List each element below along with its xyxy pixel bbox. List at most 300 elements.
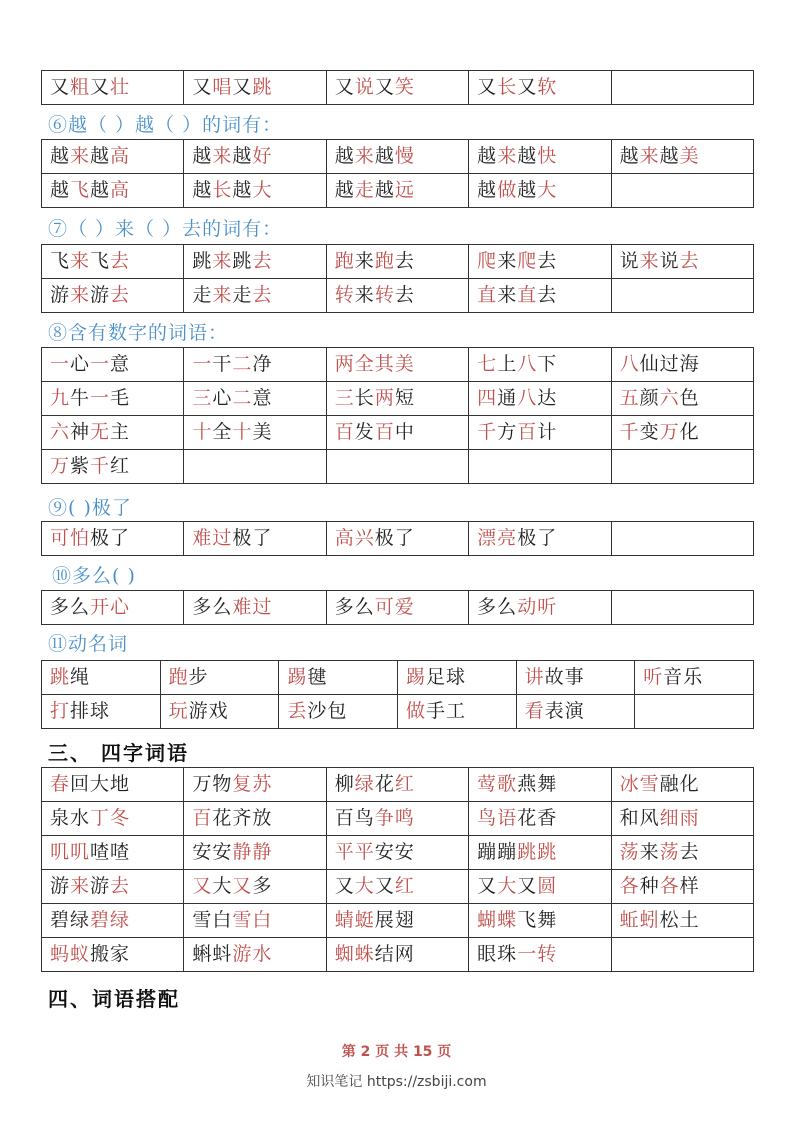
word-segment: 喳喳 bbox=[90, 841, 131, 863]
word-segment: 和风 bbox=[619, 807, 660, 829]
word-segment: 去 bbox=[394, 250, 415, 272]
empty-cell bbox=[469, 450, 611, 484]
word-segment: 神 bbox=[70, 421, 91, 443]
word-segment: 上 bbox=[497, 353, 518, 375]
word-segment: 丁冬 bbox=[90, 807, 131, 829]
word-segment: 一转 bbox=[517, 943, 558, 965]
word-segment: 难过 bbox=[192, 527, 233, 549]
word-segment: 万物 bbox=[192, 773, 233, 795]
word-segment: 样 bbox=[679, 875, 700, 897]
word-segment: 各 bbox=[659, 875, 680, 897]
word-cell bbox=[184, 802, 326, 836]
word-cell bbox=[469, 802, 611, 836]
table-lai-qu bbox=[41, 244, 754, 313]
word-cell bbox=[611, 382, 753, 416]
heading-number-words: ⑧含有数字的词语： bbox=[48, 322, 229, 344]
word-cell bbox=[160, 695, 279, 729]
empty-cell bbox=[611, 522, 753, 556]
word-segment: 粗 bbox=[70, 76, 91, 98]
word-segment: 越 bbox=[477, 179, 498, 201]
word-segment: 越 bbox=[659, 145, 680, 167]
word-segment: 说 bbox=[354, 76, 375, 98]
word-segment: 步 bbox=[188, 666, 209, 688]
word-cell bbox=[42, 661, 161, 695]
word-segment: 又 bbox=[374, 875, 395, 897]
word-segment: 碧绿 bbox=[90, 909, 131, 931]
word-cell bbox=[516, 661, 635, 695]
word-segment: 好 bbox=[252, 145, 273, 167]
word-segment: 万 bbox=[50, 455, 71, 477]
word-segment: 碧绿 bbox=[50, 909, 91, 931]
word-cell bbox=[42, 450, 184, 484]
word-cell bbox=[42, 938, 184, 972]
table-duo-me bbox=[41, 590, 754, 625]
word-segment: 五 bbox=[619, 387, 640, 409]
word-segment: 干 bbox=[212, 353, 233, 375]
word-segment: 发 bbox=[354, 421, 375, 443]
word-segment: 又 bbox=[232, 76, 253, 98]
word-segment: 跳 bbox=[50, 666, 71, 688]
heading-lai-qu: ⑦（ ）来（ ）去的词有： bbox=[48, 218, 283, 240]
word-segment: 眼珠 bbox=[477, 943, 518, 965]
section-title-four-char: 三、 四字词语 bbox=[48, 741, 189, 765]
word-segment: 来 bbox=[212, 284, 233, 306]
word-segment: 越 bbox=[232, 179, 253, 201]
word-cell bbox=[42, 382, 184, 416]
word-segment: 动听 bbox=[517, 596, 558, 618]
word-cell bbox=[397, 661, 516, 695]
word-cell bbox=[397, 695, 516, 729]
word-segment: 慢 bbox=[394, 145, 415, 167]
word-cell bbox=[469, 245, 611, 279]
word-segment: 越 bbox=[517, 145, 538, 167]
empty-cell bbox=[635, 695, 754, 729]
word-segment: 八 bbox=[619, 353, 640, 375]
word-segment: 八 bbox=[517, 353, 538, 375]
word-segment: 绿 bbox=[354, 773, 375, 795]
word-segment: 来 bbox=[497, 284, 518, 306]
word-segment: 走 bbox=[192, 284, 213, 306]
word-segment: 走 bbox=[354, 179, 375, 201]
word-segment: 软 bbox=[537, 76, 558, 98]
word-segment: 又 bbox=[50, 76, 71, 98]
word-cell bbox=[326, 174, 468, 208]
word-cell bbox=[469, 348, 611, 382]
word-cell bbox=[611, 802, 753, 836]
word-segment: 又 bbox=[334, 76, 355, 98]
word-segment: 蜘蛛 bbox=[334, 943, 375, 965]
word-segment: 平平 bbox=[334, 841, 375, 863]
word-segment: 越 bbox=[50, 145, 71, 167]
word-segment: 多么 bbox=[477, 596, 518, 618]
word-segment: 做 bbox=[497, 179, 518, 201]
word-cell bbox=[184, 348, 326, 382]
word-cell bbox=[184, 174, 326, 208]
word-segment: 雪白 bbox=[232, 909, 273, 931]
table-you-you bbox=[41, 70, 754, 105]
word-cell bbox=[184, 768, 326, 802]
word-segment: 红 bbox=[394, 875, 415, 897]
word-cell bbox=[611, 416, 753, 450]
word-segment: 多么 bbox=[334, 596, 375, 618]
empty-cell bbox=[611, 450, 753, 484]
table-row bbox=[42, 245, 754, 279]
word-cell bbox=[42, 522, 184, 556]
word-segment: 踢 bbox=[405, 666, 426, 688]
word-segment: 九 bbox=[50, 387, 71, 409]
word-segment: 两 bbox=[334, 353, 355, 375]
word-cell bbox=[184, 382, 326, 416]
word-segment: 做 bbox=[405, 700, 426, 722]
word-segment: 十 bbox=[192, 421, 213, 443]
table-row bbox=[42, 904, 754, 938]
word-cell bbox=[469, 591, 611, 625]
word-cell bbox=[469, 768, 611, 802]
word-cell bbox=[469, 938, 611, 972]
word-segment: 来 bbox=[497, 145, 518, 167]
word-segment: 排球 bbox=[70, 700, 111, 722]
word-segment: 去 bbox=[110, 250, 131, 272]
word-segment: 净 bbox=[252, 353, 273, 375]
word-segment: 越 bbox=[50, 179, 71, 201]
word-cell bbox=[635, 661, 754, 695]
word-segment: 来 bbox=[497, 250, 518, 272]
word-segment: 又 bbox=[90, 76, 111, 98]
word-segment: 游 bbox=[50, 875, 71, 897]
word-segment: 七 bbox=[477, 353, 498, 375]
word-cell bbox=[184, 71, 326, 105]
word-segment: 一 bbox=[90, 387, 111, 409]
word-cell bbox=[326, 245, 468, 279]
heading-yue-yue: ⑥越（ ）越（ ）的词有： bbox=[48, 114, 283, 136]
empty-cell bbox=[611, 938, 753, 972]
word-segment: 全其美 bbox=[354, 353, 415, 375]
heading-duo-me: ⑩多么( ) bbox=[52, 565, 136, 587]
word-cell bbox=[42, 802, 184, 836]
word-segment: 四 bbox=[477, 387, 498, 409]
word-cell bbox=[184, 140, 326, 174]
table-row bbox=[42, 450, 754, 484]
word-segment: 长 bbox=[212, 179, 233, 201]
table-row bbox=[42, 591, 754, 625]
word-segment: 全 bbox=[212, 421, 233, 443]
word-segment: 来 bbox=[70, 284, 91, 306]
page-number: 第 2 页 共 15 页 bbox=[341, 1044, 452, 1060]
table-ji-le bbox=[41, 521, 754, 556]
word-segment: 蚂蚁 bbox=[50, 943, 91, 965]
word-segment: 一 bbox=[90, 353, 111, 375]
table-yue-yue bbox=[41, 139, 754, 208]
word-segment: 来 bbox=[70, 250, 91, 272]
word-segment: 可爱 bbox=[374, 596, 415, 618]
word-cell bbox=[42, 904, 184, 938]
word-segment: 足球 bbox=[425, 666, 466, 688]
word-segment: 叽叽 bbox=[50, 841, 91, 863]
word-segment: 千 bbox=[90, 455, 111, 477]
word-segment: 去 bbox=[394, 284, 415, 306]
word-segment: 万 bbox=[659, 421, 680, 443]
word-segment: 越 bbox=[192, 145, 213, 167]
word-segment: 两 bbox=[374, 387, 395, 409]
word-segment: 来 bbox=[639, 250, 660, 272]
word-segment: 融化 bbox=[659, 773, 700, 795]
word-segment: 又 bbox=[192, 76, 213, 98]
word-segment: 花 bbox=[374, 773, 395, 795]
word-segment: 又 bbox=[517, 875, 538, 897]
table-verb-noun bbox=[41, 660, 754, 729]
word-segment: 飞舞 bbox=[517, 909, 558, 931]
word-segment: 漂亮 bbox=[477, 527, 518, 549]
table-row bbox=[42, 938, 754, 972]
word-cell bbox=[160, 661, 279, 695]
word-segment: 长 bbox=[354, 387, 375, 409]
word-segment: 越 bbox=[232, 145, 253, 167]
empty-cell bbox=[611, 279, 753, 313]
word-segment: 飞 bbox=[90, 250, 111, 272]
word-segment: 越 bbox=[374, 179, 395, 201]
word-segment: 蹦蹦 bbox=[477, 841, 518, 863]
word-cell bbox=[42, 591, 184, 625]
word-segment: 沙包 bbox=[307, 700, 348, 722]
table-number-words bbox=[41, 347, 754, 484]
word-segment: 种 bbox=[639, 875, 660, 897]
word-segment: 短 bbox=[394, 387, 415, 409]
word-cell bbox=[611, 836, 753, 870]
word-segment: 莺歌 bbox=[477, 773, 518, 795]
word-segment: 壮 bbox=[110, 76, 131, 98]
word-segment: 又 bbox=[517, 76, 538, 98]
word-cell bbox=[469, 279, 611, 313]
word-cell bbox=[42, 174, 184, 208]
word-cell bbox=[611, 870, 753, 904]
word-segment: 二 bbox=[232, 353, 253, 375]
word-cell bbox=[326, 938, 468, 972]
word-cell bbox=[469, 904, 611, 938]
word-cell bbox=[326, 71, 468, 105]
word-cell bbox=[184, 870, 326, 904]
word-segment: 一 bbox=[50, 353, 71, 375]
word-segment: 跳 bbox=[192, 250, 213, 272]
word-segment: 达 bbox=[537, 387, 558, 409]
word-segment: 游 bbox=[90, 284, 111, 306]
word-segment: 来 bbox=[212, 250, 233, 272]
word-segment: 红 bbox=[394, 773, 415, 795]
word-cell bbox=[326, 279, 468, 313]
word-segment: 绳 bbox=[70, 666, 91, 688]
word-segment: 通 bbox=[497, 387, 518, 409]
word-segment: 越 bbox=[334, 145, 355, 167]
word-segment: 心 bbox=[70, 353, 91, 375]
word-segment: 荡 bbox=[659, 841, 680, 863]
word-segment: 牛 bbox=[70, 387, 91, 409]
word-segment: 来 bbox=[70, 875, 91, 897]
word-segment: 意 bbox=[252, 387, 273, 409]
word-segment: 蚯蚓 bbox=[619, 909, 660, 931]
word-segment: 中 bbox=[394, 421, 415, 443]
word-cell bbox=[326, 836, 468, 870]
empty-cell bbox=[184, 450, 326, 484]
word-segment: 计 bbox=[537, 421, 558, 443]
word-segment: 爬 bbox=[477, 250, 498, 272]
word-segment: 跳 bbox=[232, 250, 253, 272]
word-segment: 百 bbox=[192, 807, 213, 829]
word-segment: 飞 bbox=[70, 179, 91, 201]
word-segment: 千 bbox=[477, 421, 498, 443]
word-segment: 爬 bbox=[517, 250, 538, 272]
word-segment: 美 bbox=[679, 145, 700, 167]
word-segment: 去 bbox=[679, 250, 700, 272]
word-segment: 玩 bbox=[168, 700, 189, 722]
heading-verb-noun: ⑪动名词 bbox=[48, 633, 129, 655]
word-segment: 丢 bbox=[287, 700, 308, 722]
word-cell bbox=[326, 416, 468, 450]
word-segment: 音乐 bbox=[663, 666, 704, 688]
word-segment: 来 bbox=[70, 145, 91, 167]
word-segment: 又 bbox=[477, 875, 498, 897]
word-segment: 故事 bbox=[544, 666, 585, 688]
word-segment: 下 bbox=[537, 353, 558, 375]
table-row bbox=[42, 870, 754, 904]
word-cell bbox=[611, 348, 753, 382]
word-segment: 难过 bbox=[232, 596, 273, 618]
word-cell bbox=[184, 904, 326, 938]
word-cell bbox=[469, 836, 611, 870]
word-segment: 多么 bbox=[192, 596, 233, 618]
heading-ji-le: ⑨( )极了 bbox=[48, 497, 132, 519]
word-cell bbox=[42, 245, 184, 279]
table-row bbox=[42, 661, 754, 695]
word-segment: 转 bbox=[334, 284, 355, 306]
word-cell bbox=[42, 416, 184, 450]
word-segment: 蝌蚪 bbox=[192, 943, 233, 965]
word-segment: 美 bbox=[252, 421, 273, 443]
word-segment: 跑 bbox=[374, 250, 395, 272]
word-segment: 荡 bbox=[619, 841, 640, 863]
word-segment: 去 bbox=[537, 250, 558, 272]
word-segment: 越 bbox=[334, 179, 355, 201]
word-segment: 化 bbox=[679, 421, 700, 443]
word-cell bbox=[42, 279, 184, 313]
word-segment: 百 bbox=[374, 421, 395, 443]
word-segment: 泉水 bbox=[50, 807, 91, 829]
word-cell bbox=[326, 591, 468, 625]
word-cell bbox=[469, 416, 611, 450]
word-segment: 色 bbox=[679, 387, 700, 409]
word-segment: 三 bbox=[334, 387, 355, 409]
word-cell bbox=[279, 661, 398, 695]
word-segment: 百鸟 bbox=[334, 807, 375, 829]
word-segment: 雪白 bbox=[192, 909, 233, 931]
word-segment: 大 bbox=[212, 875, 233, 897]
word-segment: 越 bbox=[90, 145, 111, 167]
word-segment: 千 bbox=[619, 421, 640, 443]
word-cell bbox=[326, 522, 468, 556]
word-segment: 高 bbox=[110, 179, 131, 201]
word-segment: 游 bbox=[50, 284, 71, 306]
word-segment: 可怕 bbox=[50, 527, 91, 549]
table-row bbox=[42, 416, 754, 450]
word-segment: 多 bbox=[252, 875, 273, 897]
word-cell bbox=[184, 591, 326, 625]
word-segment: 又 bbox=[232, 875, 253, 897]
word-segment: 飞 bbox=[50, 250, 71, 272]
word-segment: 越 bbox=[517, 179, 538, 201]
word-cell bbox=[469, 174, 611, 208]
word-segment: 多么 bbox=[50, 596, 91, 618]
word-cell bbox=[184, 279, 326, 313]
word-segment: 十 bbox=[232, 421, 253, 443]
word-segment: 唱 bbox=[212, 76, 233, 98]
word-cell bbox=[184, 836, 326, 870]
word-segment: 冰雪 bbox=[619, 773, 660, 795]
word-segment: 长 bbox=[497, 76, 518, 98]
word-segment: 百 bbox=[334, 421, 355, 443]
word-segment: 听 bbox=[643, 666, 664, 688]
word-segment: 二 bbox=[232, 387, 253, 409]
word-segment: 细雨 bbox=[659, 807, 700, 829]
word-segment: 开心 bbox=[90, 596, 131, 618]
word-segment: 主 bbox=[110, 421, 131, 443]
word-segment: 蝴蝶 bbox=[477, 909, 518, 931]
table-row bbox=[42, 140, 754, 174]
table-row bbox=[42, 836, 754, 870]
empty-cell bbox=[611, 174, 753, 208]
word-segment: 复苏 bbox=[232, 773, 273, 795]
word-segment: 来 bbox=[354, 145, 375, 167]
word-cell bbox=[469, 140, 611, 174]
word-segment: 又 bbox=[192, 875, 213, 897]
word-cell bbox=[326, 348, 468, 382]
word-segment: 展翅 bbox=[374, 909, 415, 931]
word-segment: 来 bbox=[354, 284, 375, 306]
word-segment: 毛 bbox=[110, 387, 131, 409]
word-segment: 六 bbox=[659, 387, 680, 409]
word-segment: 去 bbox=[537, 284, 558, 306]
empty-cell bbox=[611, 71, 753, 105]
word-segment: 燕舞 bbox=[517, 773, 558, 795]
word-segment: 说 bbox=[619, 250, 640, 272]
word-segment: 春 bbox=[50, 773, 71, 795]
word-segment: 静静 bbox=[232, 841, 273, 863]
word-segment: 极了 bbox=[232, 527, 273, 549]
word-segment: 意 bbox=[110, 353, 131, 375]
word-cell bbox=[42, 71, 184, 105]
word-segment: 快 bbox=[537, 145, 558, 167]
word-segment: 越 bbox=[192, 179, 213, 201]
word-cell bbox=[611, 904, 753, 938]
word-segment: 去 bbox=[252, 250, 273, 272]
word-cell bbox=[469, 71, 611, 105]
word-segment: 去 bbox=[110, 875, 131, 897]
word-segment: 红 bbox=[110, 455, 131, 477]
table-four-char bbox=[41, 767, 754, 972]
word-segment: 游水 bbox=[232, 943, 273, 965]
word-segment: 鸟语 bbox=[477, 807, 518, 829]
word-segment: 极了 bbox=[517, 527, 558, 549]
word-segment: 又 bbox=[334, 875, 355, 897]
word-segment: 大 bbox=[537, 179, 558, 201]
site-watermark: 知识笔记 https://zsbiji.com bbox=[306, 1074, 487, 1090]
word-segment: 越 bbox=[374, 145, 395, 167]
word-segment: 又 bbox=[374, 76, 395, 98]
word-segment: 变 bbox=[639, 421, 660, 443]
word-segment: 看 bbox=[524, 700, 545, 722]
word-segment: 直 bbox=[517, 284, 538, 306]
empty-cell bbox=[326, 450, 468, 484]
word-segment: 大 bbox=[252, 179, 273, 201]
table-row bbox=[42, 279, 754, 313]
word-cell bbox=[469, 382, 611, 416]
